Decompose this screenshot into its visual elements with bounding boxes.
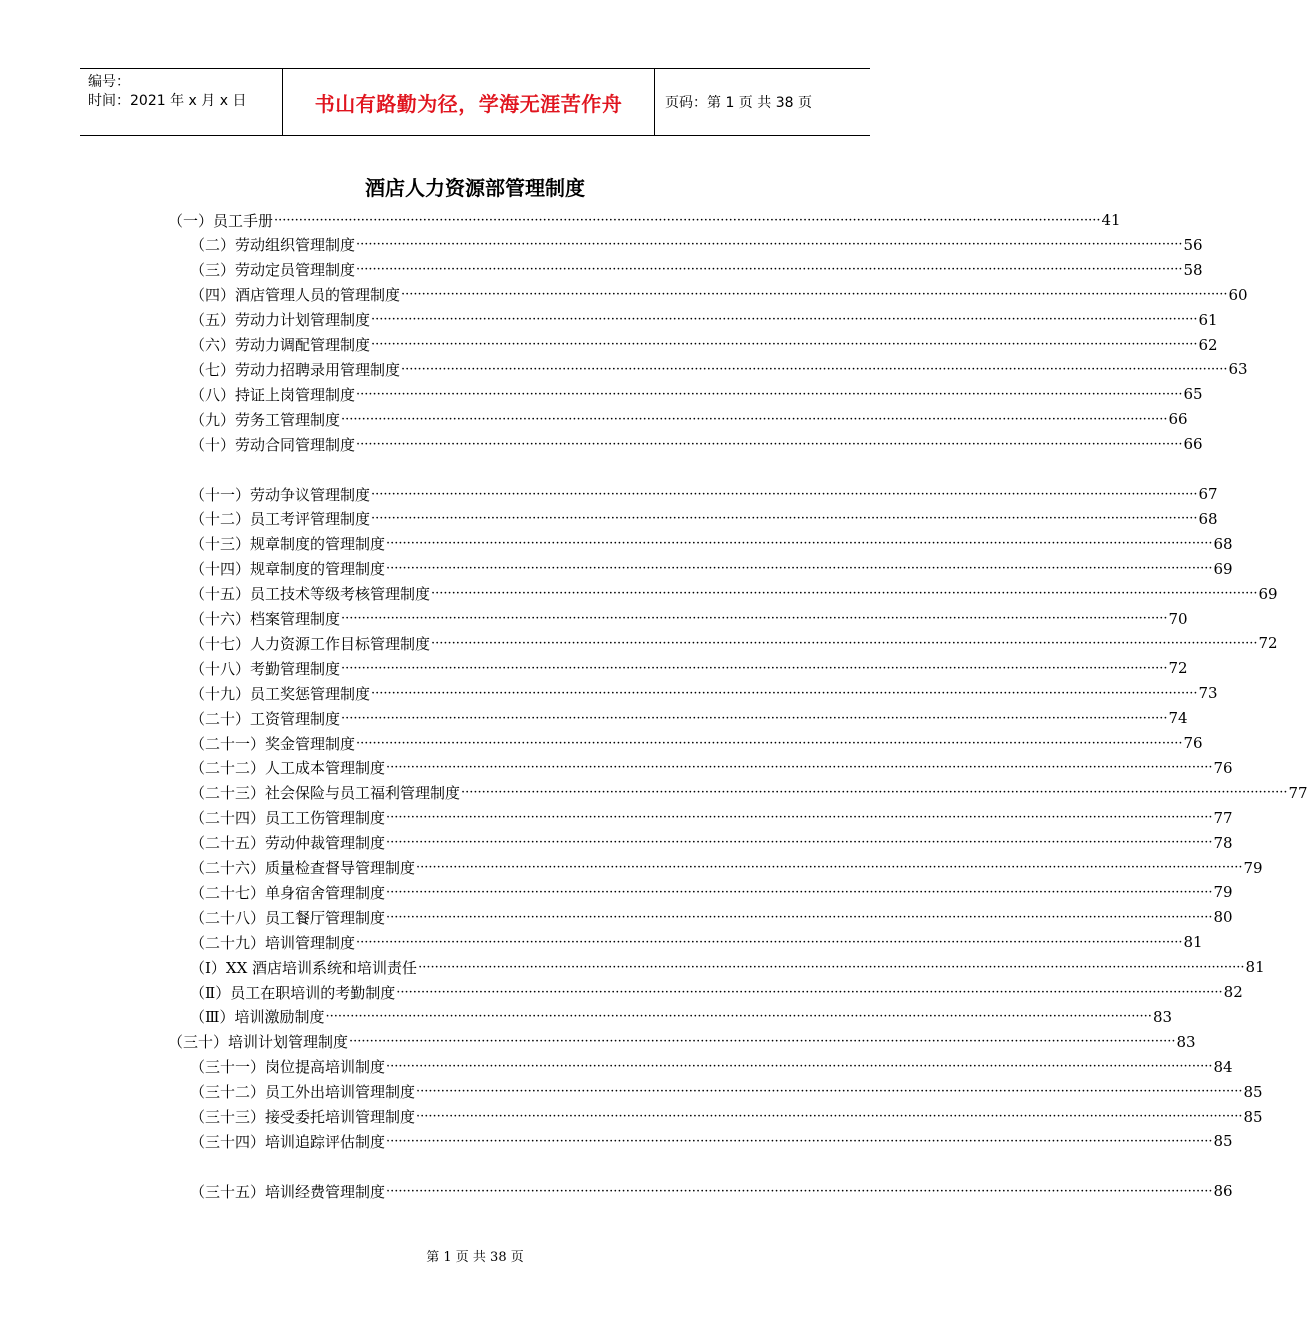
- toc-entry-label: （三十四）培训追踪评估制度: [190, 1132, 386, 1151]
- toc-entry[interactable]: [190, 706, 1188, 730]
- toc-entry[interactable]: [190, 856, 1263, 880]
- toc-entry-label: （三十）培训计划管理制度: [168, 1033, 349, 1052]
- toc-entry-page: 81: [1183, 933, 1203, 952]
- page-footer: 第 1 页 共 38 页: [426, 1250, 524, 1265]
- toc-entry[interactable]: [190, 880, 1233, 904]
- toc-entry-page: 61: [1198, 310, 1218, 329]
- toc-entry-label: （十七）人力资源工作目标管理制度: [190, 634, 431, 653]
- toc-entry[interactable]: [190, 781, 1308, 805]
- toc-entry-label: （十四）规章制度的管理制度: [190, 560, 386, 579]
- toc-entry[interactable]: [190, 681, 1218, 705]
- toc-entry-label: （二十九）培训管理制度: [190, 933, 356, 952]
- toc-entry-page: 76: [1183, 734, 1203, 752]
- toc-leader-dots: ········································································································································································································: [371, 685, 1198, 701]
- toc-entry-label: （三十五）培训经费管理制度: [190, 1182, 386, 1201]
- toc-entry-label: （六）劳动力调配管理制度: [190, 336, 371, 354]
- toc-leader-dots: ········································································································································································································: [386, 884, 1213, 900]
- toc-entry-page: 41: [1101, 211, 1121, 229]
- toc-leader-dots: ········································································································································································································: [341, 710, 1168, 726]
- toc-leader-dots: ········································································································································································································: [386, 561, 1213, 577]
- header-meta: [80, 69, 282, 135]
- toc-entry-page: 56: [1183, 235, 1203, 254]
- toc-entry-page: 72: [1258, 634, 1278, 653]
- toc-entry[interactable]: [190, 980, 1243, 1004]
- toc-entry-page: 77: [1288, 783, 1308, 802]
- toc-entry-label: （九）劳务工管理制度: [190, 410, 341, 429]
- toc-entry-page: 81: [1245, 958, 1265, 977]
- toc-entry[interactable]: [190, 482, 1218, 506]
- header-motto: 书山有路勤为径，学海无涯苦作舟: [282, 69, 655, 135]
- toc-leader-dots: ········································································································································································································: [341, 611, 1168, 626]
- toc-entry[interactable]: [190, 557, 1233, 581]
- toc-entry-page: 67: [1198, 485, 1218, 503]
- toc-leader-dots: ········································································································································································································: [356, 436, 1183, 452]
- toc-entry[interactable]: [190, 333, 1218, 357]
- toc-entry[interactable]: [190, 1055, 1233, 1079]
- toc-entry[interactable]: [190, 1179, 1233, 1203]
- toc-entry-page: 85: [1243, 1082, 1263, 1101]
- toc-entry-label: （五）劳动力计划管理制度: [190, 311, 371, 330]
- toc-leader-dots: ········································································································································································································: [356, 237, 1183, 253]
- toc-entry-page: 84: [1213, 1057, 1233, 1076]
- toc-entry-label: （二）劳动组织管理制度: [190, 236, 356, 255]
- toc-entry-page: 69: [1258, 584, 1278, 603]
- toc-entry-page: 69: [1213, 559, 1233, 578]
- toc-entry[interactable]: [190, 905, 1233, 929]
- toc-leader-dots: ········································································································································································································: [371, 312, 1198, 328]
- toc-entry[interactable]: [190, 233, 1203, 257]
- toc-entry-page: 83: [1176, 1032, 1196, 1051]
- toc-entry-page: 77: [1213, 808, 1233, 827]
- toc-entry-page: 68: [1213, 534, 1233, 553]
- toc-entry-page: 66: [1168, 410, 1188, 429]
- toc-entry[interactable]: [190, 507, 1218, 531]
- toc-leader-dots: ········································································································································································································: [461, 785, 1288, 801]
- page-header: [80, 68, 870, 136]
- toc-entry-label: （二十二）人工成本管理制度: [190, 759, 386, 778]
- toc-entry-page: 65: [1183, 385, 1203, 404]
- toc-entry-label: （一）员工手册: [168, 211, 274, 230]
- toc-entry-label: （三十三）接受委托培训管理制度: [190, 1108, 416, 1126]
- toc-entry-label: （三十二）员工外出培训管理制度: [190, 1083, 416, 1102]
- toc-entry-label: （二十七）单身宿舍管理制度: [190, 883, 386, 902]
- toc-leader-dots: ········································································································································································································: [274, 212, 1101, 228]
- toc-entry-page: 79: [1213, 883, 1233, 902]
- toc-leader-dots: ········································································································································································································: [401, 287, 1228, 303]
- toc-entry-label: （八）持证上岗管理制度: [190, 385, 356, 404]
- toc-leader-dots: ········································································································································································································: [386, 810, 1213, 826]
- toc-leader-dots: ········································································································································································································: [416, 1084, 1243, 1100]
- toc-entry-page: 68: [1198, 509, 1218, 528]
- toc-leader-dots: ········································································································································································································: [386, 1133, 1213, 1149]
- toc-entry[interactable]: [190, 1080, 1263, 1104]
- toc-leader-dots: ········································································································································································································: [341, 660, 1168, 676]
- toc-entry-label: （十）劳动合同管理制度: [190, 435, 356, 454]
- toc-entry-page: 70: [1168, 609, 1188, 628]
- toc-entry-page: 79: [1243, 858, 1263, 877]
- toc-leader-dots: ········································································································································································································: [371, 511, 1198, 527]
- toc-entry-label: （二十五）劳动仲裁管理制度: [190, 834, 386, 853]
- toc-leader-dots: ········································································································································································································: [325, 1009, 1152, 1025]
- toc-entry-page: 66: [1183, 435, 1203, 454]
- toc-entry[interactable]: [190, 831, 1233, 855]
- toc-leader-dots: ········································································································································································································: [386, 909, 1213, 925]
- toc-entry-page: 73: [1198, 684, 1218, 703]
- toc-entry[interactable]: [190, 258, 1203, 282]
- toc-leader-dots: ········································································································································································································: [418, 959, 1245, 975]
- toc-entry-page: 58: [1183, 260, 1203, 279]
- number-label: 编号：: [88, 74, 130, 90]
- toc-leader-dots: ········································································································································································································: [386, 835, 1213, 851]
- toc-entry-label: （十二）员工考评管理制度: [190, 510, 371, 529]
- toc-entry-page: 78: [1213, 833, 1233, 852]
- toc-entry[interactable]: [190, 432, 1203, 456]
- toc-entry-label: （Ⅱ）员工在职培训的考勤制度: [190, 983, 396, 1002]
- document-title: 酒店人力资源部管理制度: [365, 176, 585, 200]
- toc-entry-label: （Ⅲ）培训激励制度: [190, 1008, 325, 1027]
- toc-leader-dots: ········································································································································································································: [401, 361, 1228, 377]
- toc-entry-page: 76: [1213, 758, 1233, 777]
- toc-leader-dots: ········································································································································································································: [386, 536, 1213, 552]
- toc-leader-dots: ········································································································································································································: [431, 586, 1258, 602]
- toc-entry[interactable]: [190, 382, 1203, 406]
- toc-entry-page: 85: [1213, 1132, 1233, 1151]
- toc-leader-dots: ········································································································································································································: [386, 1183, 1213, 1199]
- toc-leader-dots: ········································································································································································································: [349, 1034, 1176, 1050]
- toc-entry-page: 82: [1223, 983, 1243, 1001]
- toc-leader-dots: ········································································································································································································: [431, 635, 1258, 651]
- toc-entry[interactable]: [190, 1105, 1263, 1129]
- toc-leader-dots: ········································································································································································································: [416, 860, 1243, 875]
- toc-entry[interactable]: [190, 955, 1265, 979]
- toc-entry[interactable]: [190, 731, 1203, 755]
- toc-entry[interactable]: [190, 930, 1203, 954]
- toc-entry[interactable]: [190, 607, 1188, 631]
- toc-leader-dots: ········································································································································································································: [371, 486, 1198, 502]
- toc-leader-dots: ········································································································································································································: [356, 934, 1183, 950]
- toc-entry-label: （二十四）员工工伤管理制度: [190, 809, 386, 828]
- toc-entry-label: （十八）考勤管理制度: [190, 659, 341, 678]
- toc-entry[interactable]: [190, 1129, 1233, 1153]
- toc-leader-dots: ········································································································································································································: [356, 262, 1183, 278]
- toc-leader-dots: ········································································································································································································: [341, 411, 1168, 427]
- header-page-info: 页码：第 1 页 共 38 页: [665, 95, 812, 111]
- toc-entry-page: 80: [1213, 908, 1233, 927]
- toc-entry[interactable]: [190, 407, 1188, 431]
- toc-entry-page: 72: [1168, 659, 1188, 678]
- toc-entry-label: （二十八）员工餐厅管理制度: [190, 908, 386, 927]
- toc-leader-dots: ········································································································································································································: [416, 1109, 1243, 1124]
- toc-entry[interactable]: [190, 532, 1233, 556]
- toc-entry[interactable]: [190, 631, 1278, 655]
- toc-entry[interactable]: [168, 1030, 1196, 1054]
- toc-entry[interactable]: [190, 308, 1218, 332]
- toc-leader-dots: ········································································································································································································: [371, 337, 1198, 352]
- toc-entry[interactable]: [190, 656, 1188, 680]
- toc-leader-dots: ········································································································································································································: [356, 735, 1183, 751]
- toc-entry-label: （二十一）奖金管理制度: [190, 734, 356, 753]
- toc-entry-page: 63: [1228, 360, 1248, 379]
- toc-leader-dots: ········································································································································································································: [386, 760, 1213, 776]
- toc-entry[interactable]: [168, 208, 1121, 232]
- toc-entry-page: 83: [1152, 1007, 1173, 1026]
- toc-leader-dots: ········································································································································································································: [356, 386, 1183, 402]
- toc-entry[interactable]: [190, 756, 1233, 780]
- toc-entry-page: 85: [1243, 1107, 1263, 1126]
- toc-leader-dots: ········································································································································································································: [386, 1059, 1213, 1075]
- toc-leader-dots: ········································································································································································································: [396, 984, 1223, 1000]
- toc-entry[interactable]: [190, 582, 1278, 606]
- toc-entry-page: 86: [1213, 1182, 1233, 1201]
- toc-entry-page: 74: [1168, 709, 1188, 728]
- toc-entry-label: （十六）档案管理制度: [190, 610, 341, 628]
- toc-entry[interactable]: [190, 283, 1248, 307]
- toc-entry-page: 60: [1228, 285, 1248, 304]
- toc-entry-label: （十一）劳动争议管理制度: [190, 485, 371, 504]
- toc-entry-label: （四）酒店管理人员的管理制度: [190, 286, 401, 305]
- toc-entry-label: （二十三）社会保险与员工福利管理制度: [190, 784, 461, 803]
- toc-entry[interactable]: [190, 1005, 1173, 1029]
- toc-entry-page: 62: [1198, 335, 1218, 354]
- toc-entry-label: （三）劳动定员管理制度: [190, 261, 356, 280]
- toc-entry-label: （十五）员工技术等级考核管理制度: [190, 585, 431, 604]
- toc-entry-label: （七）劳动力招聘录用管理制度: [190, 360, 401, 379]
- toc-entry-label: （十三）规章制度的管理制度: [190, 535, 386, 554]
- toc-entry-label: （Ⅰ）XX 酒店培训系统和培训责任: [190, 958, 418, 977]
- time-label: 时间：2021 年 x 月 x 日: [88, 93, 247, 109]
- toc-entry-label: （二十六）质量检查督导管理制度: [190, 859, 416, 877]
- toc-entry-label: （十九）员工奖惩管理制度: [190, 684, 371, 703]
- toc-entry[interactable]: [190, 806, 1233, 830]
- toc-entry[interactable]: [190, 357, 1248, 381]
- toc-entry-label: （二十）工资管理制度: [190, 709, 341, 728]
- toc-entry-label: （三十一）岗位提高培训制度: [190, 1058, 386, 1077]
